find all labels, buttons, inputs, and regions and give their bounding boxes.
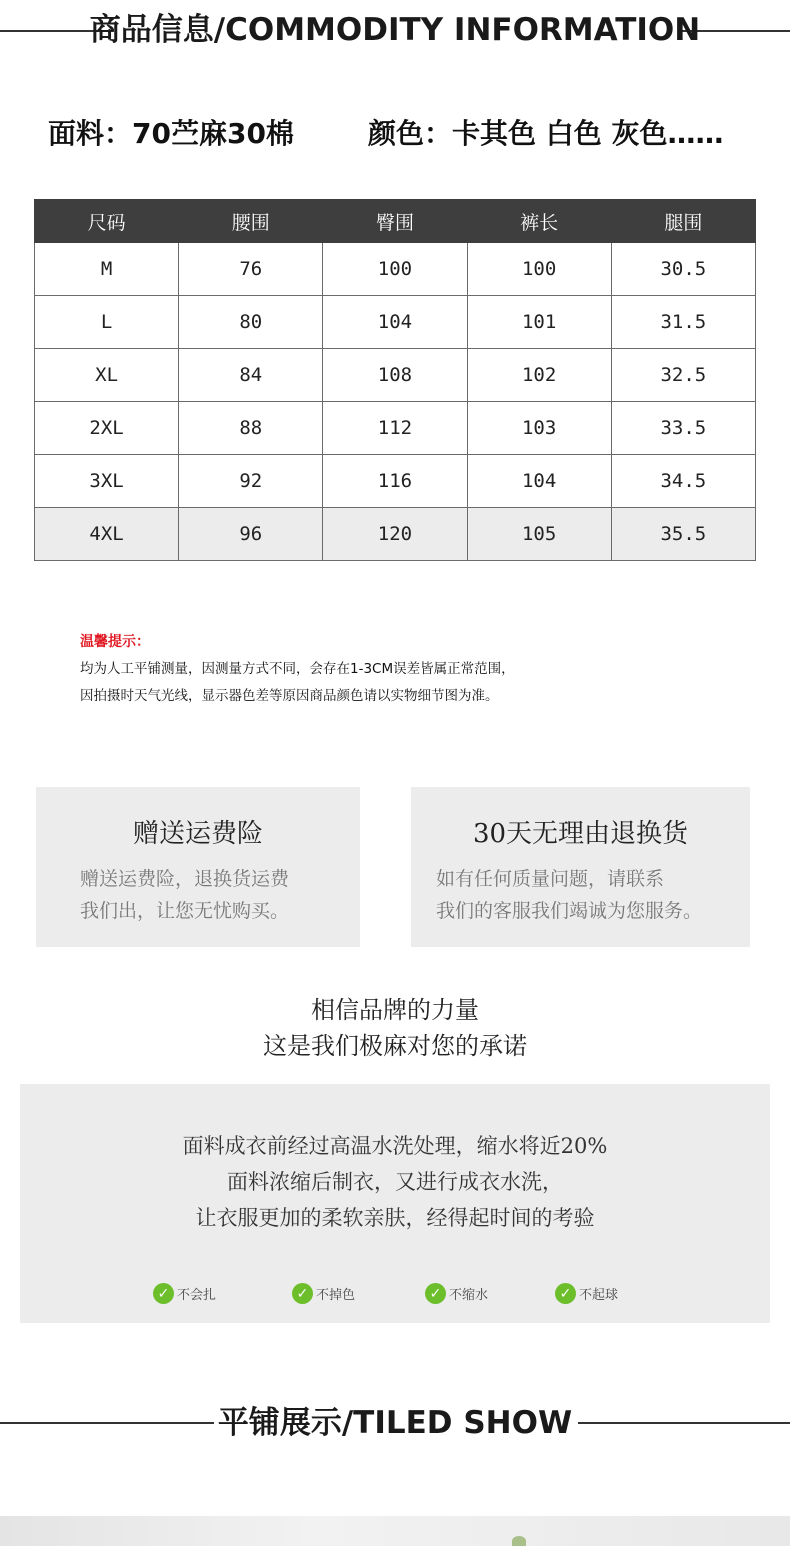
promise-line: 这是我们极麻对您的承诺 (263, 1032, 527, 1060)
table-cell: 34.5 (611, 455, 755, 508)
color-spec: 颜色：卡其色 白色 灰色…… (368, 117, 724, 150)
table-cell: 120 (323, 508, 467, 561)
service-card-30-day-return (411, 787, 750, 947)
table-cell: 112 (323, 402, 467, 455)
column-header: 臀围 (323, 200, 467, 243)
card-title: 30天无理由退换货 (472, 819, 689, 849)
column-header: 腰围 (179, 200, 323, 243)
fabric-spec: 面料：70苎麻30棉 (48, 117, 294, 150)
section-title-tiled-show: 平铺展示/TILED SHOW (217, 1405, 573, 1441)
size-table (34, 199, 756, 561)
table-cell: L (35, 296, 179, 349)
feature-no-itch (153, 1283, 216, 1304)
table-cell: 35.5 (611, 508, 755, 561)
table-row (35, 402, 756, 455)
table-cell: 3XL (35, 455, 179, 508)
card-text: 赠送运费险，退换货运费 (80, 868, 290, 890)
table-cell: 101 (467, 296, 611, 349)
feature-label: 不掉色 (316, 1288, 356, 1303)
process-text: 让衣服更加的柔软亲肤，经得起时间的考验 (195, 1206, 595, 1230)
table-cell: 30.5 (611, 243, 755, 296)
fabric-process-box (20, 1084, 770, 1323)
column-header: 裤长 (467, 200, 611, 243)
table-row (35, 508, 756, 561)
column-header: 尺码 (35, 200, 179, 243)
table-cell: 32.5 (611, 349, 755, 402)
table-cell: XL (35, 349, 179, 402)
table-cell: 105 (467, 508, 611, 561)
table-cell: M (35, 243, 179, 296)
card-title: 赠送运费险 (132, 819, 263, 849)
table-cell: 2XL (35, 402, 179, 455)
feature-label: 不起球 (579, 1288, 619, 1303)
table-cell: 116 (323, 455, 467, 508)
table-cell: 80 (179, 296, 323, 349)
table-cell: 103 (467, 402, 611, 455)
check-icon: ✓ (292, 1283, 313, 1304)
tip-line: 均为人工平铺测量，因测量方式不同，会存在1-3CM误差皆属正常范围， (80, 661, 515, 677)
feature-label: 不缩水 (449, 1288, 489, 1303)
table-row (35, 296, 756, 349)
table-cell: 108 (323, 349, 467, 402)
card-text: 我们出，让您无忧购买。 (80, 900, 290, 922)
feature-no-fade (292, 1283, 355, 1304)
size-table-header (35, 200, 756, 243)
table-row (35, 349, 756, 402)
check-icon: ✓ (425, 1283, 446, 1304)
check-icon: ✓ (153, 1283, 174, 1304)
table-cell: 84 (179, 349, 323, 402)
feature-no-shrink (425, 1283, 488, 1304)
table-cell: 31.5 (611, 296, 755, 349)
feature-no-pilling (555, 1283, 618, 1304)
feature-label: 不会扎 (177, 1288, 217, 1303)
table-cell: 88 (179, 402, 323, 455)
tip-title: 温馨提示： (80, 634, 150, 650)
table-cell: 96 (179, 508, 323, 561)
card-text: 我们的客服我们竭诚为您服务。 (436, 900, 703, 922)
table-cell: 102 (467, 349, 611, 402)
section-title-commodity: 商品信息/COMMODITY INFORMATION (89, 12, 701, 48)
table-row (35, 243, 756, 296)
table-row (35, 455, 756, 508)
service-card-shipping-insurance (36, 787, 360, 947)
column-header: 腿围 (611, 200, 755, 243)
process-text: 面料浓缩后制衣，又进行成衣水洗， (227, 1170, 563, 1194)
process-text: 面料成衣前经过高温水洗处理，缩水将近20% (182, 1134, 608, 1158)
check-icon: ✓ (555, 1283, 576, 1304)
table-cell: 100 (467, 243, 611, 296)
leaf-decoration (512, 1536, 526, 1546)
table-cell: 76 (179, 243, 323, 296)
table-cell: 104 (323, 296, 467, 349)
card-text: 如有任何质量问题，请联系 (436, 868, 665, 890)
table-cell: 100 (323, 243, 467, 296)
table-cell: 4XL (35, 508, 179, 561)
table-cell: 92 (179, 455, 323, 508)
table-cell: 104 (467, 455, 611, 508)
promise-line: 相信品牌的力量 (311, 996, 479, 1024)
table-cell: 33.5 (611, 402, 755, 455)
product-photo-top-edge (0, 1516, 790, 1546)
tip-line: 因拍摄时天气光线，显示器色差等原因商品颜色请以实物细节图为准。 (80, 688, 499, 704)
